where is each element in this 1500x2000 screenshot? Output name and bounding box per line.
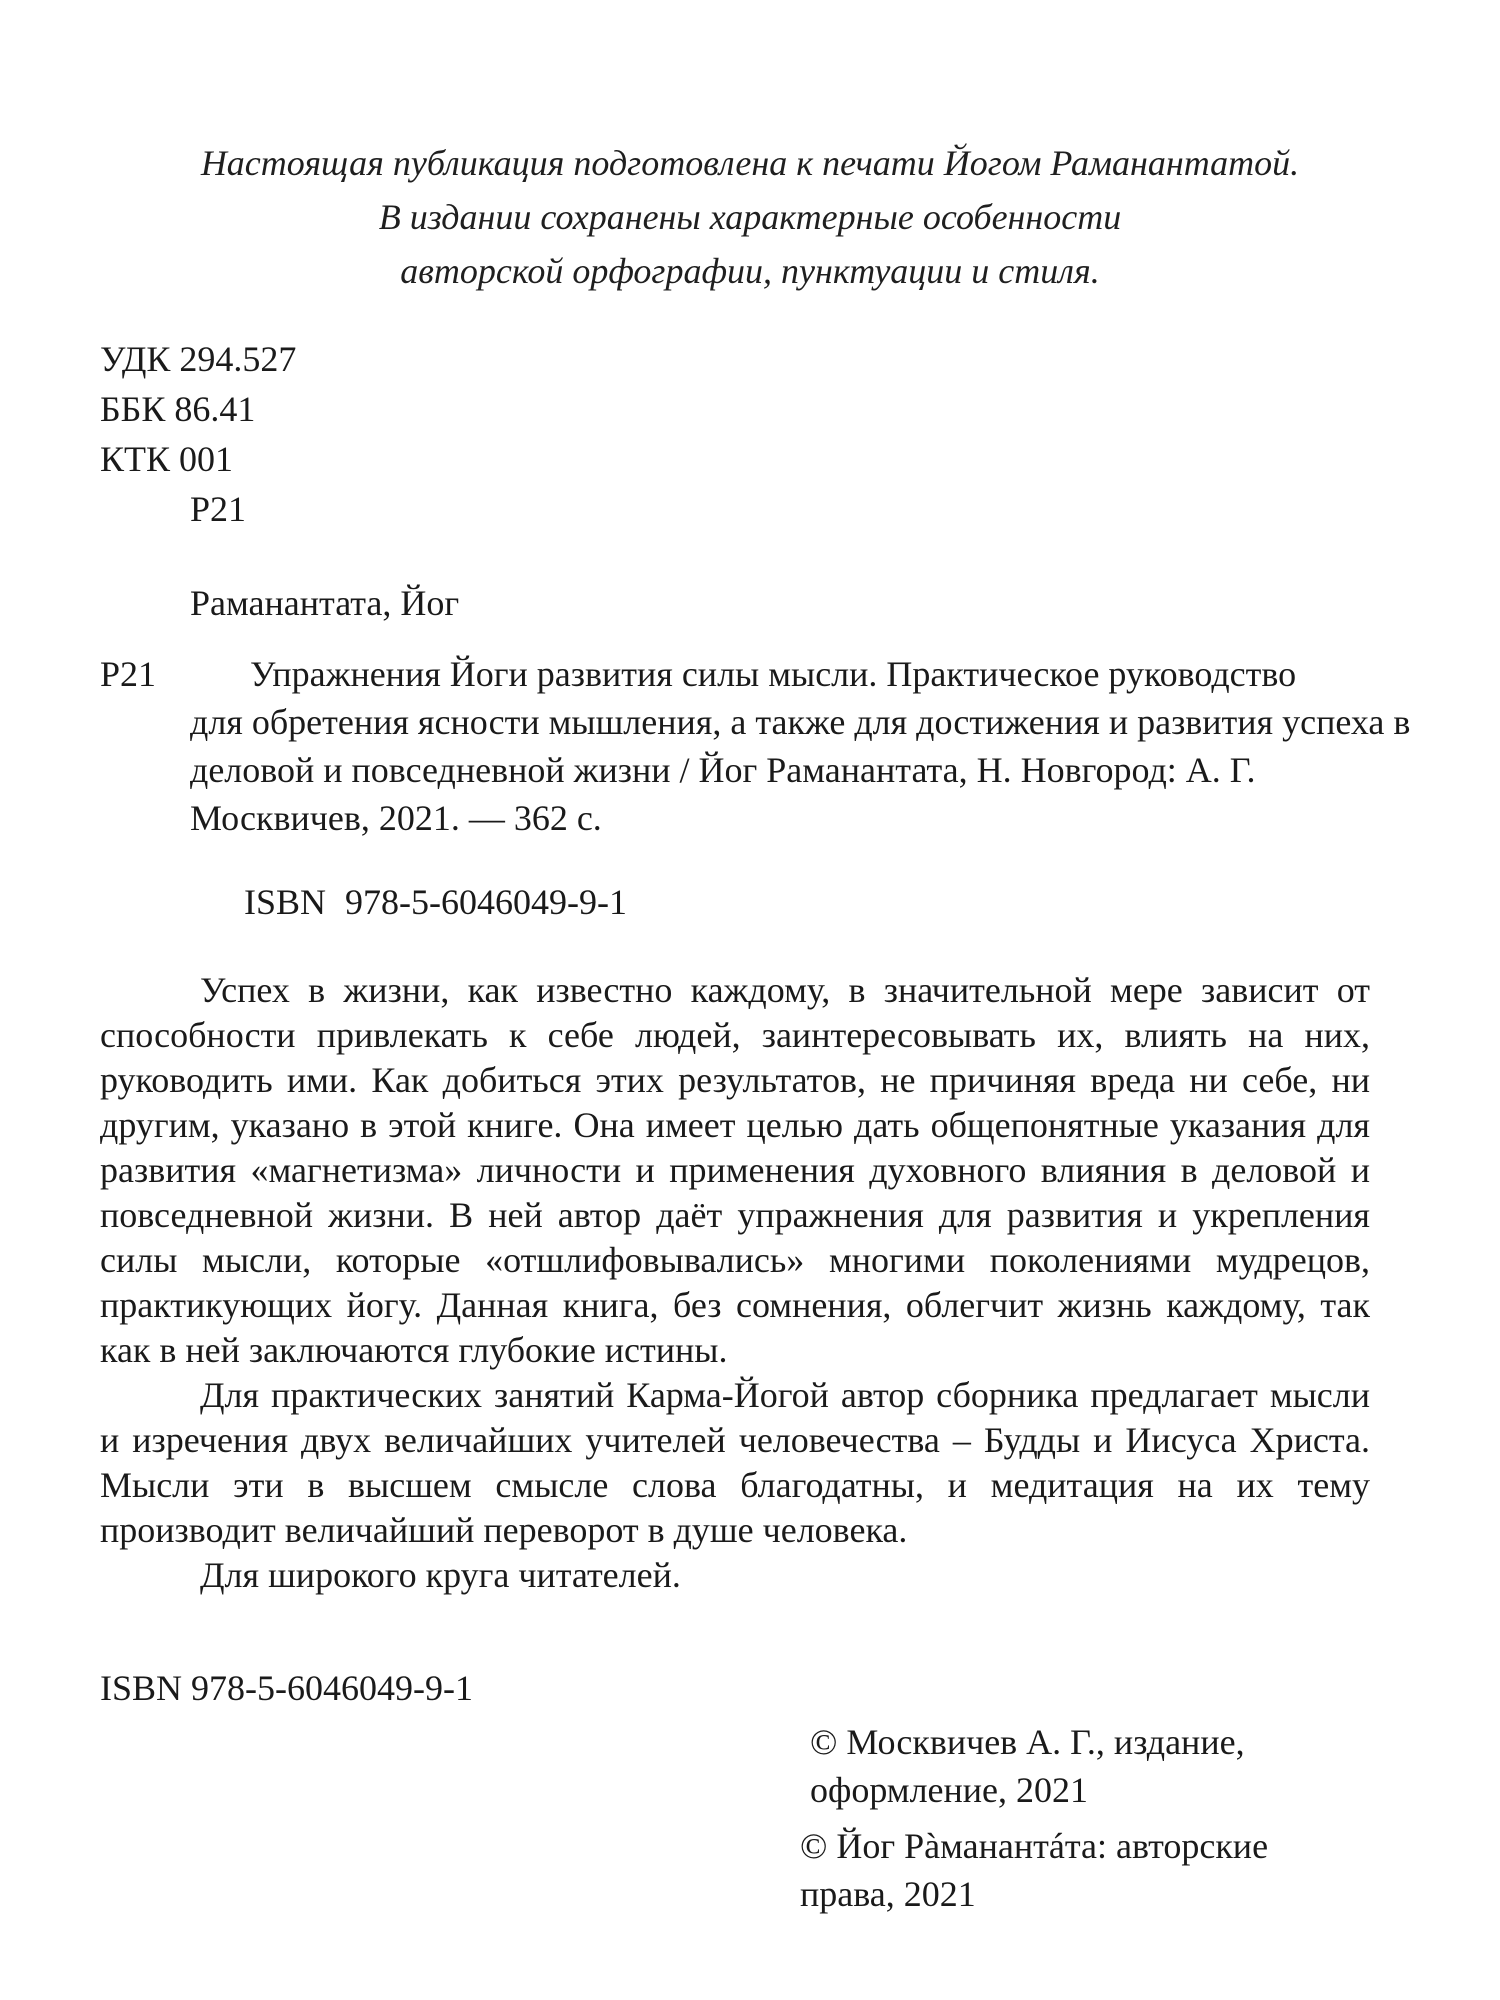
publisher-copyright-line-1: © Москвичев А. Г., издание,: [810, 1722, 1245, 1762]
annotation-paragraph-2: Для практических занятий Карма-Йогой автор сборника предлагает мысли и изречения двух величайших учителей человечества – Будды и Иисуса Христа. Мысли эти в высшем смысле слова благодатны, и медитация на их тему производит величайший переворот в душе человека.: [100, 1375, 1370, 1550]
notice-line-3: авторской орфографии, пунктуации и стиля.: [400, 251, 1100, 291]
author-copyright: [800, 1822, 1268, 1918]
publisher-copyright: [810, 1718, 1245, 1814]
publication-notice: [0, 136, 1500, 298]
annotation-paragraph-1: Успех в жизни, как известно каждому, в значительной мере зависит от способности привлекать к себе людей, заинтересовывать их, влиять на них, руководить ими. Как добиться этих результатов, не причиняя вреда ни себе, ни другим, указано в этой книге. Она имеет целью дать общепонятные указания для развития «магнетизма» личности и применения духовного влияния в деловой и повседневной жизни. В ней автор даёт упражнения для развития и укрепления силы мысли, которые «отшлифовывались» многими поколениями мудрецов, практикующих йогу. Данная книга, без сомнения, облегчит жизнь каждому, так как в ней заключаются глубокие истины.: [100, 970, 1370, 1370]
author-heading: Раманантата, Йог: [190, 583, 460, 623]
entry-isbn: ISBN 978-5-6046049-9-1: [244, 882, 627, 922]
entry-author-sign: Р21: [100, 654, 157, 694]
author-sign: Р21: [190, 489, 247, 529]
bibliographic-entry: [190, 650, 1412, 842]
isbn-bottom: ISBN 978-5-6046049-9-1: [100, 1668, 473, 1708]
author-copyright-line-2: права, 2021: [800, 1874, 976, 1914]
author-copyright-line-1: © Йог Рàманантáта: авторские: [800, 1826, 1269, 1866]
entry-continuation: для обретения ясности мышления, а также для достижения и развития успеха в деловой и повседневной жизни / Йог Раманантата, Н. Новгород: А. Г. Москвичев, 2021. — 362 с.: [190, 702, 1411, 838]
annotation: [100, 968, 1370, 1598]
ktk-code: КТК 001: [100, 439, 234, 479]
notice-line-2: В издании сохранены характерные особенности: [378, 197, 1122, 237]
notice-line-1: Настоящая публикация подготовлена к печати Йогом Раманантатой.: [200, 143, 1300, 183]
entry-title-line: Упражнения Йоги развития силы мысли. Практическое руководство: [250, 654, 1297, 694]
classification-codes: [100, 334, 296, 534]
udk-code: УДК 294.527: [100, 339, 297, 379]
annotation-paragraph-3: Для широкого круга читателей.: [200, 1555, 681, 1595]
publisher-copyright-line-2: оформление, 2021: [810, 1770, 1089, 1810]
bbk-code: ББК 86.41: [100, 389, 256, 429]
